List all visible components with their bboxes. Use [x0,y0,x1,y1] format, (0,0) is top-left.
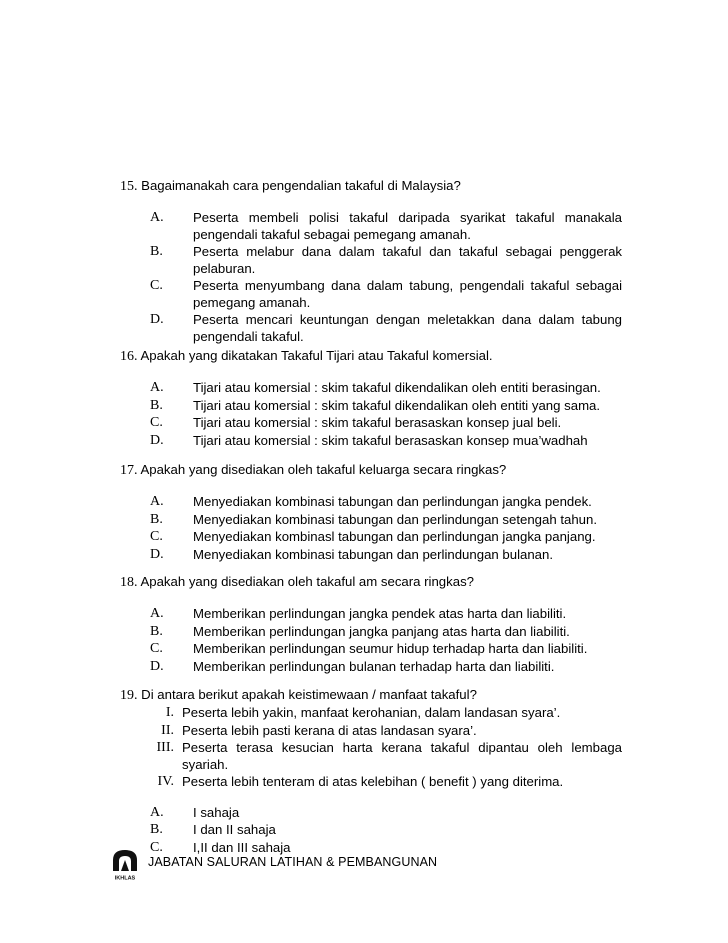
option-c [120,641,622,658]
option-list [120,494,622,563]
option-c [120,278,622,311]
statement-text: Peserta lebih tenteram di atas kelebihan ( benefit ) yang diterima. [182,774,564,789]
option-d [120,547,622,564]
option-text: Tijari atau komersial : skim takaful dikendalikan oleh entiti yang sama. [193,397,601,413]
question-text: Bagaimanakah cara pengendalian takaful di Malaysia? [141,178,461,193]
option-text: Tijari atau komersial : skim takaful berasaskan konsep mua’wadhah [193,432,588,448]
question-number: 16. [120,349,138,364]
page-footer [110,847,510,881]
option-a [120,494,622,511]
question-number: 17. [120,463,138,478]
option-text: Tijari atau komersial : skim takaful berasaskan konsep jual beli. [193,415,562,430]
option-d [120,659,622,676]
statement-ii [120,723,622,740]
option-d [120,433,622,450]
statement-numeral: I. [165,705,174,720]
option-list [120,380,622,449]
option-letter: B. [150,397,163,413]
statement-text: Peserta terasa kesucian harta kerana takaful dipantau oleh lembaga syariah. [182,740,622,772]
question-stem [120,348,622,365]
question-stem [120,574,622,591]
option-text: Tijari atau komersial : skim takaful dikendalikan oleh entiti berasingan. [193,380,601,395]
option-letter: D. [150,432,164,448]
option-d [120,312,622,345]
question-number: 18. [120,575,138,590]
option-letter: C. [150,415,163,430]
option-letter: A. [150,494,164,509]
option-letter: D. [150,658,164,674]
option-b [120,512,622,529]
option-list [120,606,622,675]
option-text: I sahaja [193,804,240,820]
option-text: Peserta melabur dana dalam takaful dan takaful sebagai penggerak pelaburan. [193,244,622,276]
question-19 [120,687,622,857]
option-letter: D. [150,546,164,562]
option-c [120,529,622,546]
option-letter: C. [150,278,163,293]
option-text: Menyediakan kombinasi tabungan dan perlindungan bulanan. [193,546,553,562]
question-text: Apakah yang disediakan oleh takaful keluarga secara ringkas? [140,462,507,477]
question-number: 15. [120,179,138,194]
statement-numeral: III. [156,740,174,755]
option-letter: A. [150,210,164,225]
option-text: Memberikan perlindungan jangka pendek atas harta dan liabiliti. [193,606,567,621]
option-letter: A. [150,380,164,395]
question-text: Di antara berikut apakah keistimewaan / manfaat takaful? [141,687,477,702]
option-text: Memberikan perlindungan seumur hidup terhadap harta dan liabiliti. [193,641,588,656]
option-text: Peserta menyumbang dana dalam tabung, pengendali takaful sebagai pemegang amanah. [193,278,622,310]
question-number: 19. [120,688,138,703]
option-letter: C. [150,529,163,544]
question-15 [120,178,622,346]
option-b [120,822,622,839]
question-stem [120,178,622,195]
option-list [120,210,622,345]
option-letter: A. [150,804,164,820]
statement-numeral: IV. [157,774,174,789]
question-stem [120,687,622,704]
statement-iii [120,740,622,773]
option-letter: D. [150,312,164,327]
logo-text: IKHLAS [114,875,136,881]
option-b [120,398,622,415]
option-letter: B. [150,822,163,837]
statement-numeral: II. [161,722,174,738]
option-c [120,415,622,432]
option-letter: B. [150,623,163,639]
option-b [120,244,622,277]
ikhlas-logo [110,847,140,881]
option-text: I,II dan III sahaja [193,839,291,855]
statement-list [120,705,622,791]
question-text: Apakah yang dikatakan Takaful Tijari atau Takaful komersial. [140,348,493,363]
option-a [120,380,622,397]
option-text: Peserta membeli polisi takaful daripada syarikat takaful manakala pengendali takaful sebagai pemegang amanah. [193,210,622,242]
option-letter: B. [150,244,163,259]
option-letter: A. [150,606,164,621]
statement-iv [120,774,622,791]
statement-text: Peserta lebih pasti kerana di atas landasan syara’. [182,722,477,738]
option-text: Menyediakan kombinasi tabungan dan perlindungan jangka pendek. [193,494,592,509]
option-letter: C. [150,839,163,855]
option-text: Memberikan perlindungan bulanan terhadap harta dan liabiliti. [193,658,555,674]
question-16 [120,348,622,450]
footer-department: JABATAN SALURAN LATIHAN & PEMBANGUNAN [148,855,438,869]
option-text: Memberikan perlindungan jangka panjang atas harta dan liabiliti. [193,623,570,639]
question-18 [120,574,622,676]
question-stem [120,462,622,479]
option-b [120,624,622,641]
question-17 [120,462,622,564]
option-a [120,805,622,822]
option-text: Menyediakan kombinasi tabungan dan perlindungan setengah tahun. [193,511,597,527]
option-a [120,210,622,243]
option-a [120,606,622,623]
option-text: Peserta mencari keuntungan dengan meletakkan dana dalam tabung pengendali takaful. [193,312,622,344]
question-text: Apakah yang disediakan oleh takaful am secara ringkas? [140,574,474,589]
statement-text: Peserta lebih yakin, manfaat kerohanian, dalam landasan syara’. [182,705,561,720]
option-text: Menyediakan kombinasl tabungan dan perlindungan jangka panjang. [193,529,596,544]
option-letter: B. [150,511,163,527]
statement-i [120,705,622,722]
option-text: I dan II sahaja [193,822,276,837]
option-letter: C. [150,641,163,656]
